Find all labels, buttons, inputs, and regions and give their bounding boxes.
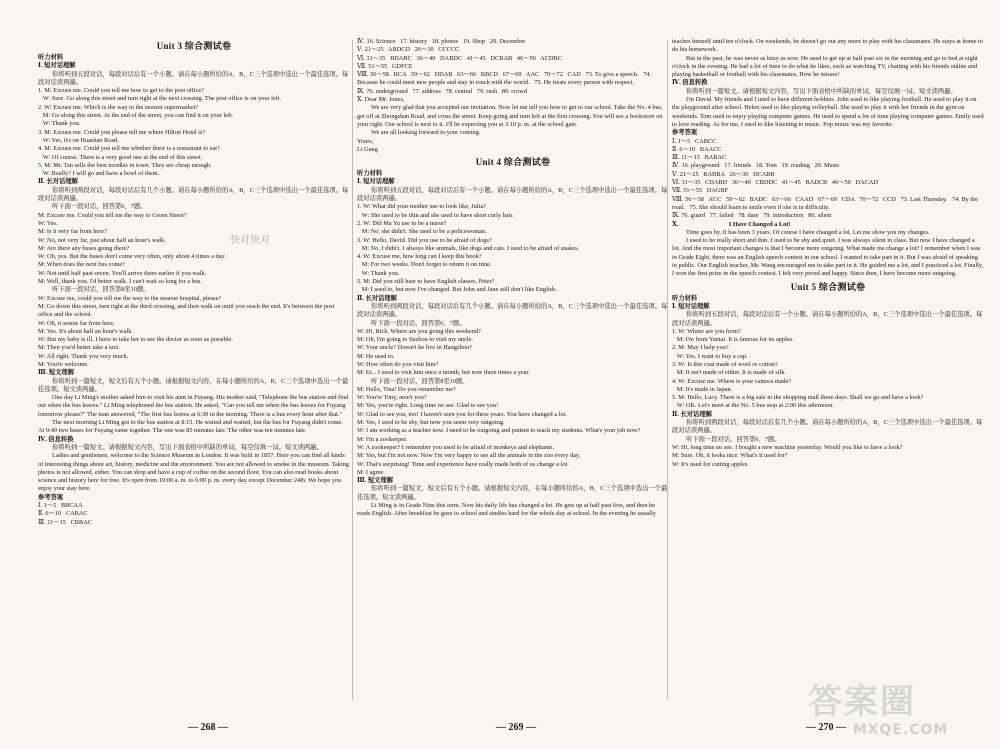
paragraph: Ladies and gentlemen, welcome to the Science Museum in London. It was built in 1857. Here you can find all kinds of interesting things about art, history, medicine and the environment. You are not allowed to smoke in the museum. Taking photos is not allowed, either. You can shop and have a cup of coffee on the second floor. You can also read books about science and history here for free. It's open from 10:00 a. m. to 6:00 p. m. every day except December 24th. We hope you enjoy your stay here. [38,452,351,493]
paragraph: 你将听到一篇短文，短文后有五个小题。请根据短文内容，在每小题所给的A，B，C三个选项中选出一个最佳选项。短文读两遍。 [357,485,668,501]
text-line: W: No, not very far, just about half an hour's walk. [38,236,166,244]
text-line: M: I used to, but now I've changed. But John and Jane still don't like English. [357,286,557,294]
paragraph: 你将听到五段对话，每段对话后有一个小题。请在每小题所给的A，B，C三个选项中选出一个最佳选项。每段对话读两遍。 [38,70,349,86]
paragraph: 你将听到五段对话，每段对话后有一个小题。请在每小题所给的A，B，C三个选项中选出一个最佳选项。每段对话读两遍。 [357,186,668,203]
section-heading: Ⅳ. 信息转换 [38,435,74,443]
paragraph: 听下面一段对话，回答第8至10题。 [52,286,150,294]
paragraph: We are very glad that you accepted our invitation. Now let me tell you how to get to our school. Take the No. 4 bus, get off at Zhongshan Road, and cross the street. Keep going and turn left at the first crossing. You will see a bookstore on your right. Our school is next to it. I'll be expecting you at 3:10 p. m. at the school gate. [357,104,665,128]
paragraph: One day Li Ming's mother asked him to visit his aunt in Fuyang. His mother said, "Telephone the bus station and find out when the bus leaves." Li Ming telephoned the bus station. He asked, "Can you tell me when the bus leaves for Fuyang tomorrow please?" The man answered, "The first bus leaves at 6:30 in the morning. There is a bus every hour after that." [38,394,350,418]
text-line: 4. W: Excuse me. Where is your camera made? [672,377,792,385]
text-line: M: No, she didn't. She used to be a policewoman. [357,228,487,236]
text-line: W: Hi, long time no see. I bought a new machine yesterday. Would you like to have a look? [672,443,903,451]
page-270-column [672,38,984,708]
text-line: M: Yes, I used to be shy, but now you seem very outgoing. [357,419,505,427]
text-line: 5. M: Mr. Tan sells the best noodles in town. They are cheap enough. [38,161,212,169]
text-line: W: She used to be thin and she used to have short curly hair. [357,211,514,219]
text-line: 4. M: Excuse me. Could you tell me whether there is a restaurant to eat? [38,145,220,153]
text-line: Ⅷ. 56～58 ACC 59～62 BADC 63～66 CAAD 67～69 CDA 70～72 CCD 73. Last Thursday. 74. By the road. 75. She should learn to smile even if she is in difficulty. [672,195,980,211]
section-heading: 参考答案 [38,493,64,501]
paragraph: The next morning Li Ming got to the bus station at 8:15. He waited and waited, but the bus for Fuyang didn't come. At 9:40 two buses for Fuyang came together. The one was 85 minutes late. The other was ten minutes late. [38,419,345,435]
text-line: M: You're welcome. [38,360,89,368]
paragraph: 你将听到一篇短文，短文后有五个小题。请根据短文内容，在每小题所给的A，B，C三个选项中选出一个最佳选项。短文读两遍。 [38,377,349,393]
text-line: M: When does the next bus come? [38,261,125,269]
paragraph: We are all looking forward to your coming. [371,129,481,137]
text-line: M: Yes, you're right. Long time no see. Glad to see you! [357,402,499,410]
text-line: W: Really? I will go and have a bowl of them. [38,170,160,178]
text-line: Yours, [357,137,374,145]
text-line: M: Yes. It's about half an hour's walk. [38,327,133,335]
page-number-269: — 269 — [496,722,536,733]
text-line: M: It's made in Japan. [672,385,733,393]
unit-title: Unit 3 综合测试卷 [156,41,232,51]
text-line: Ⅳ. 16. Science 17. history 18. photos 19. Shop 20. December [357,38,526,45]
text-line: 1. W: What did your mother use to look like, Julia? [357,203,486,211]
text-line: 3. W: Is this coat made of wool or cotton? [672,360,778,368]
text-line: Ⅱ. 6～10 BAACC [672,145,722,153]
text-line: W: Yes. I want to buy a cap. [672,352,748,360]
text-line: M: For two weeks. Don't forget to return it on time. [357,261,492,269]
essay-title: Ⅹ. I Have Changed a Lot! [672,220,791,228]
text-line: W: Yes. [38,219,58,227]
text-line: Ⅸ. 76. underground 77. address 78. central 79. rush 80. crowd [357,87,527,95]
text-line: Ⅱ. 6～10 CABAC [38,510,88,518]
text-line: Ⅴ. 21～25 ABDCD 26～30 CCCCC [357,46,460,54]
text-line: M: Are there any buses going there? [38,244,130,252]
paragraph: I used to be really short and thin. I used to be shy and quiet. I was always silent in class. But now I have changed a lot. And the most important changes is that I become more outgoing. What made me change a lot? I remember when I was in Grade Eight, there was an English speech contest in our school. I wanted to take part in it. But I was afraid of speaking in public. Our English teacher, Mr. Wang encouraged me to take part in it. He guided me a lot, and I practiced a lot. Finally, I won the first prize in the speech contest. I felt very proud and happy. Since then, I have become more outgoing. [672,237,985,278]
text-line: Ⅵ. 31～35 CDABD 36～40 CBDDC 41～45 BADCB 46～50 DACAD [672,179,878,187]
paragraph: But in the past, he was never as busy as now. He used to get up at half past six in the morning and go to bed at eight o'clock in the evening. He had a lot of time to do what he likes, such as watching TV, chatting with his friends online and playing basketball or football with his classmates. How he misses! [672,54,980,79]
paragraph: Li Ming is in Grade Nine this term. Now his daily life has changed a lot. He gets up at half past five, and then he reads English. After breakfast he goes to school and studies hard for the whole day at school. In the evening he usually [357,502,657,518]
text-line: Ⅳ. 16. playground 17. friends 18. Tom 19. reading 20. Music [672,162,840,170]
text-line: Ⅹ. Dear Mr. Jones, [357,96,405,104]
paragraph: 你将听到一篇短文。请根据短文内容，写出下面表格中所缺的单词，每空仅填一词。短文读两遍。 [686,87,957,95]
text-line: W: All right. Thank you very much. [38,352,129,360]
section-heading: Ⅰ. 短对话理解 [357,178,395,186]
text-line: M: Sure. Oh, it looks nice. What's it used for? [672,452,788,460]
paragraph: Time goes by. It has been 3 years. Of course I have changed a lot. Let me show you my changes. [686,228,930,236]
paragraph: 你将听到两段对话，每段对话后有几个小题。请在每小题所给的A，B，C三个选项中选出一个最佳选项。每段对话读两遍。 [672,419,983,435]
text-line: W: Thank you. [357,269,400,277]
section-heading: 听力材料 [38,54,64,61]
text-line: W: But my baby is ill. I have to take her to see the doctor as soon as possible. [38,336,233,344]
page-number-270: — 270 — [806,722,846,733]
text-line: W: A zookeeper? I remember you used to be afraid of monkeys and elephants. [357,443,554,451]
text-line: 3. W: Hello, David. Did you use to be afraid of dogs? [357,236,492,244]
text-line: W: Thank you. [38,120,81,128]
text-line: W: Glad to see you, too! I haven't seen you for three years. You have changed a lot. [357,410,567,418]
text-line: W: You're Tony, aren't you? [357,394,427,402]
text-line: Ⅶ. 51～55 GDFCE [357,62,413,70]
text-line: M: Oh, I'm going to Suzhou to visit my uncle. [357,336,474,344]
text-line: W: How often do you visit him? [357,360,439,368]
text-line: Ⅲ. 11～15 CBBAC [38,518,92,526]
paragraph: 你将听到五段对话，每段对话后有一个小题。请在每小题所给的A，B，C三个选项中选出一个最佳选项。每段对话读两遍。 [672,311,983,327]
text-line: 2. W: Did Ma Yu use to be a nurse? [357,219,447,227]
text-line: W: That's surprising! Time and experience have really made both of us change a lot. [357,460,569,468]
section-heading: 听力材料 [357,170,383,178]
paragraph: 听下面一段对话，回答第8至10题。 [371,377,469,385]
paragraph: 听下面一段对话，回答第6、7题。 [686,435,781,443]
text-line: M: Then you'd better take a taxi. [38,344,120,352]
text-line: M: Er... I used to visit him once a month, but now three times a year. [357,369,530,377]
text-line: Ⅸ. 76. guard 77. failed 78. dare 79. introduction 80. silent [672,212,832,220]
stamp-mark: 快对快对 [230,235,270,246]
paragraph: I'm David. My friends and I used to have different hobbies. John used to like playing football. He used to play it on the playground after school. Helen used to like playing volleyball. She used to play it with her friends in the gym on weekends. Tom used to enjoy playing computer games. He used to spend a lot of time playing computer games. Emily used to love reading. As for me, I used to like listening to music. Pop music was my favorite. [672,96,986,128]
section-heading: Ⅰ. 短对话理解 [38,62,76,70]
text-line: M: Excuse me. Could you tell me the way to Green Street? [38,211,187,219]
text-line: W: Oh, it seems far from here. [38,319,115,327]
text-line: 5. M: Hello, Lucy. There is a big sale in the shopping mall these days. Shall we go and have a look? [672,394,924,402]
text-line: W: Sure. Go along this street and turn right at the next crossing. The post office is on your left. [38,95,282,103]
text-line: W: Your uncle? Doesn't he live in Hangzhou? [357,344,472,352]
text-line: W: Yes, it's on Huashan Road. [38,136,119,144]
text-line: W: I am working as a teacher now. I need to be outgoing and patient to teach my students. What's your job now? [357,427,641,435]
text-line: M: Hello, Tina! Do you remember me? [357,385,456,393]
section-heading: Ⅱ. 长对话理解 [357,294,397,302]
text-line: M: He used to. [357,352,395,360]
page-number-268: — 268 — [188,722,228,733]
text-line: 1. M: Excuse me. Could you tell me how to get to the post office? [38,87,205,95]
page-269-column [357,38,669,708]
text-line: W: OK. Let's meet at the No. 5 bus stop at 2:00 this afternoon. [672,402,834,410]
text-line: 5. M: Did you still hate to have English classes, Peter? [357,278,495,286]
text-line: W: Not until half past seven. You'll arrive there earlier if you walk. [38,269,207,277]
section-heading: 参考答案 [672,129,698,137]
text-line: M: No, I didn't. I always like animals, like dogs and cats. I used to be afraid of snakes. [357,244,580,252]
text-line: M: Is it very far from here? [38,228,107,236]
text-line: M: I'm from Yantai. It is famous for its apples. [672,336,794,344]
paragraph: 听下面一段对话，回答第6、7题。 [52,203,147,211]
text-line: Ⅰ. 1～5 BBCAA [38,502,83,510]
text-line: 1. W: Where are you from? [672,327,741,335]
text-line: Ⅲ. 11～15 BABAC [672,154,727,162]
section-heading: Ⅱ. 长对话理解 [38,178,78,186]
text-line: M: I agree. [357,468,385,476]
text-line: teaches himself until ten o'clock. On weekends, he doesn't go out any more to play with his classmates. He stays at home to do his homework. [672,38,985,54]
text-line: M: Go along this street. At the end of the street, you can find it on your left. [38,112,234,120]
section-heading: Ⅳ. 信息转换 [672,79,708,87]
section-heading: Ⅰ. 短对话理解 [672,302,710,310]
column-divider-left [352,40,353,700]
text-line: Li Gang [357,145,378,153]
text-line: Ⅷ. 56～58 BCA 59～62 DDAB 63～66 BBCD 67～69 AAC 70～72 CAD 73. To give a speech. 74. Because he could meet new people and stay in touch with the world. 75. He treats every person with respect. [357,71,653,87]
text-line: W: Hi, Rick. Where are you going this weekend? [357,327,481,335]
page-268-column [38,38,350,708]
text-line: Ⅵ. 31～35 BDABC 36～40 DABDC 41～45 DCBAB 46～50 ACDBC [357,54,562,62]
section-heading: Ⅲ. 短文理解 [357,477,394,485]
paragraph: 你将听到两段对话，每段对话后有几个小题。请在每小题所给的A，B，C三个选项中选出一个最佳选项。每段对话读两遍。 [357,302,668,319]
text-line: 2. W: Excuse me. Which is the way to the nearest supermarket? [38,103,199,111]
text-line: Ⅴ. 21～25 BABBA 26～30 DCABB [672,170,775,178]
text-line: W: It's used for cutting apples. [672,460,749,468]
paragraph: 你将听到两段对话，每段对话后有几个小题。请在每小题所给的A，B，C三个选项中选出一个最佳选项。每段对话读两遍。 [38,186,349,203]
text-line: 2. M: May I help you? [672,344,729,352]
section-heading: 听力材料 [672,294,698,302]
text-line: Ⅶ. 51～55 DAGBF [672,187,729,195]
text-line: 3. M: Excuse me. Could you please tell me where Hilton Hotel is? [38,128,206,136]
text-line: M: Go down this street, turn right at the third crossing, and then walk on until you reach the end. It's between the post office and the school. [38,302,336,319]
section-heading: Ⅱ. 长对话理解 [672,410,712,418]
text-line: M: I'm a zookeeper. [357,435,408,443]
text-line: M: Well, thank you. I'd better walk. I can't wait so long for a bus. [38,278,202,286]
text-line: M: Yes, but I'm not now. Now I'm very happy to see all the animals in the zoo every day. [357,452,581,460]
text-line: Ⅰ. 1～5 CABCC [672,137,717,145]
paragraph: 听下面一段对话，回答第6、7题。 [371,319,466,327]
unit-title: Unit 4 综合测试卷 [475,157,551,168]
watermark-logo: 答案圈 [808,682,916,722]
text-line: W: Excuse me, could you tell me the way to the nearest hospital, please? [38,294,222,302]
text-line: W: Of course. There is a very good one at the end of this street. [38,153,203,161]
text-line: M: It isn't made of either. It is made of silk. [672,369,786,377]
watermark [808,682,993,744]
text-line: 4. W: Excuse me, how long can I keep this book? [357,253,482,261]
paragraph: 你将听到一篇短文。请根据短文内容，写出下面表格中所缺的单词，每空仅填一词。短文读两遍。 [52,443,323,451]
unit-title: Unit 5 综合测试卷 [790,281,866,292]
section-heading: Ⅲ. 短文理解 [38,369,75,377]
watermark-url: MXQE.COM [852,722,949,738]
text-line: W: Oh, yes. But the buses don't come very often, only about 4 times a day. [38,253,226,261]
